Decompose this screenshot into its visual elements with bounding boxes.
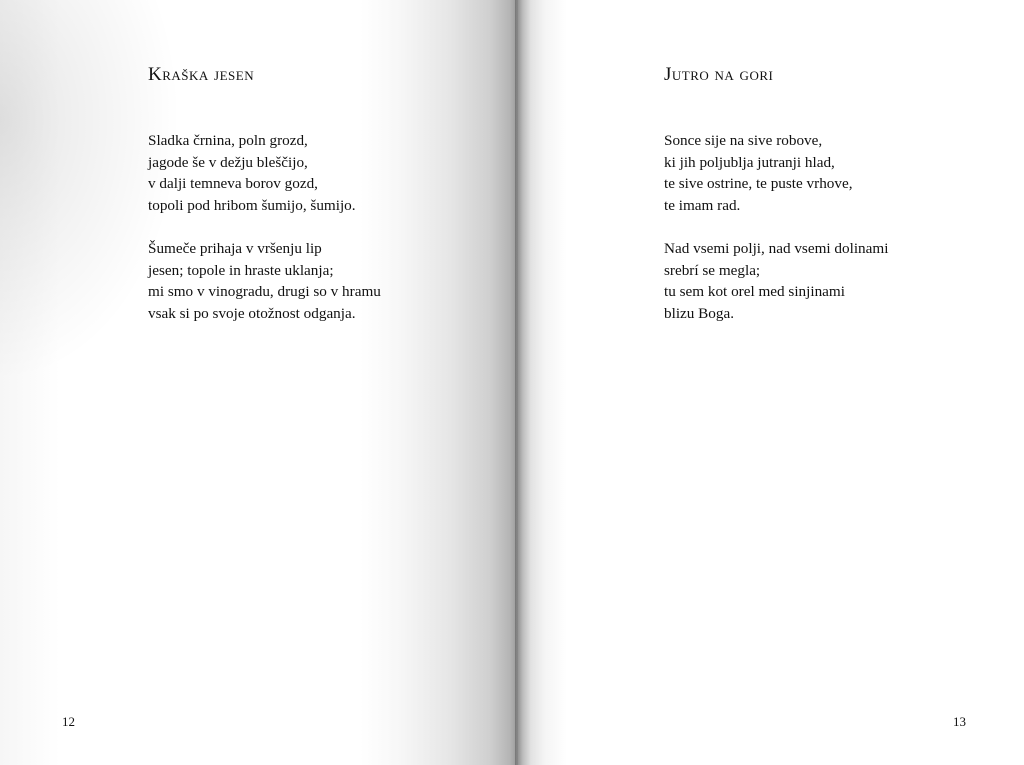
poem-title: Jutro na gori — [664, 64, 774, 85]
verse-line: blizu Boga. — [664, 304, 735, 322]
stanza — [664, 130, 888, 216]
verse-line: te sive ostrine, te puste vrhove, — [664, 175, 853, 193]
verse-line: Sladka črnina, poln grozd, — [148, 132, 308, 149]
poem-title: Kraška jesen — [148, 64, 255, 85]
stanza — [664, 238, 888, 324]
page-number: 12 — [62, 714, 75, 729]
verse-line: jagode še v dežju bleščijo, — [148, 153, 308, 171]
verse-line: ki jih poljublja jutranji hlad, — [664, 153, 835, 171]
page-number: 13 — [953, 714, 966, 729]
poem-body — [664, 130, 888, 346]
stanza — [148, 238, 381, 324]
poem-body — [148, 130, 381, 346]
right-page — [517, 0, 1024, 765]
verse-line: mi smo v vinogradu, drugi so v hramu — [148, 283, 381, 301]
verse-line: jesen; topole in hraste uklanja; — [148, 261, 334, 279]
book-gutter — [515, 0, 518, 765]
verse-line: vsak si po svoje otožnost odganja. — [148, 304, 356, 322]
verse-line: Sonce sije na sive robove, — [664, 132, 823, 149]
verse-line: srebrí se megla; — [664, 261, 761, 279]
stanza — [148, 130, 381, 216]
verse-line: topoli pod hribom šumijo, šumijo. — [148, 196, 356, 214]
verse-line: tu sem kot orel med sinjinami — [664, 283, 845, 301]
verse-line: v dalji temneva borov gozd, — [148, 175, 318, 193]
verse-line: te imam rad. — [664, 196, 741, 214]
verse-line: Šumeče prihaja v vršenju lip — [148, 239, 322, 257]
verse-line: Nad vsemi polji, nad vsemi dolinami — [664, 239, 889, 257]
